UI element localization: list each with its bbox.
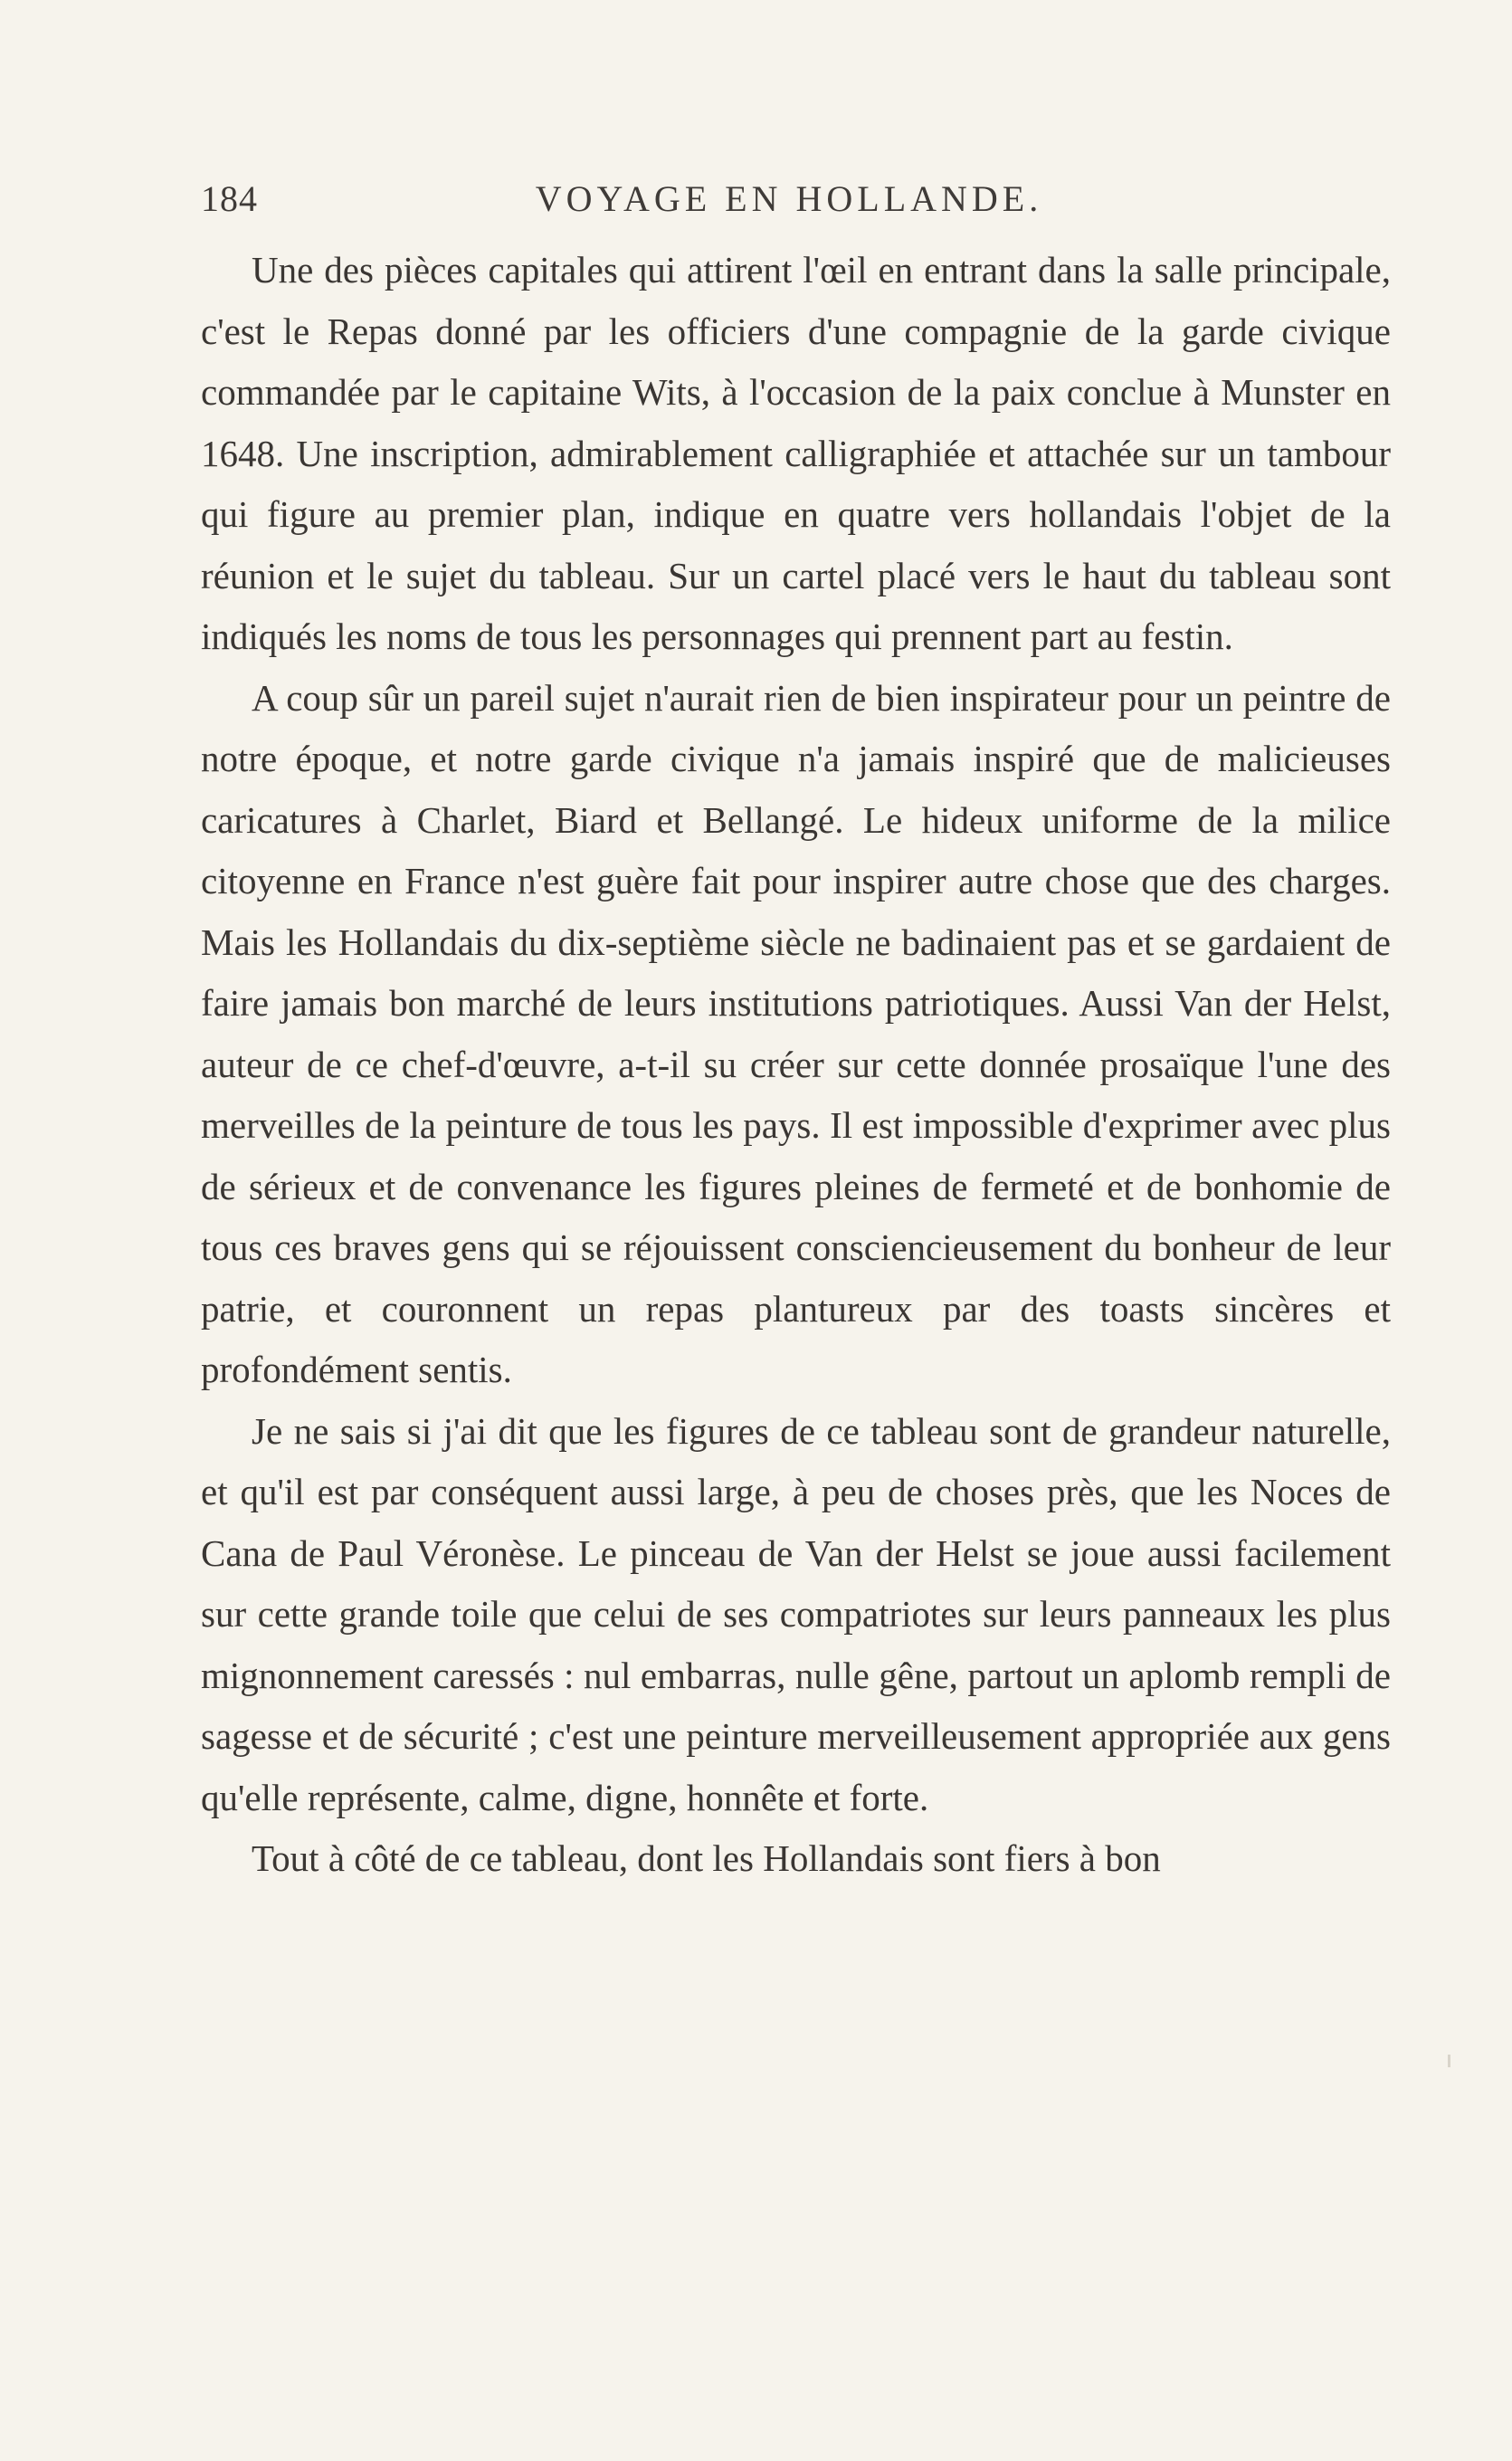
body-text: [201, 240, 1391, 1890]
paragraph-4: Tout à côté de ce tableau, dont les Hollandais sont fiers à bon: [252, 1837, 1161, 1879]
paragraph-1: Une des pièces capitales qui attirent l'œil en entrant dans la salle principale, c'est le Repas donné par les officiers d'une compagnie de la garde civique commandée par le capitaine Wits, à l'occasion de la paix conclue à Munster en 1648. Une inscription, admirablement calligraphiée et attachée sur un tambour qui figure au premier plan, indique en quatre vers hollandais l'objet de la réunion et le sujet du tableau. Sur un cartel placé vers le haut du tableau sont indiqués les noms de tous les personnages qui prennent part au festin.: [201, 249, 1391, 657]
running-title: VOYAGE EN HOLLANDE.: [535, 178, 1043, 219]
paragraph-3: Je ne sais si j'ai dit que les figures de ce tableau sont de grandeur naturelle, et qu'il est par conséquent aussi large, à peu de choses près, que les Noces de Cana de Paul Véronèse. Le pinceau de Van der Helst se joue aussi facilement sur cette grande toile que celui de ses compatriotes sur leurs panneaux les plus mignonnement caressés : nul embarras, nulle gêne, partout un aplomb rempli de sagesse et de sécurité ; c'est une peinture merveilleusement appropriée aux gens qu'elle représente, calme, digne, honnête et forte.: [201, 1409, 1391, 1818]
paper-mark: [1448, 2055, 1450, 2067]
page-number: 184: [201, 178, 258, 219]
paragraph-2: A coup sûr un pareil sujet n'aurait rien de bien inspirateur pour un peintre de notre époque, et notre garde civique n'a jamais inspiré que de malicieuses caricatures à Charlet, Biard et Bellangé. Le hideux uniforme de la milice citoyenne en France n'est guère fait pour inspirer autre chose que des charges. Mais les Hollandais du dix-septième siècle ne badinaient pas et se gardaient de faire jamais bon marché de leurs institutions patriotiques. Aussi Van der Helst, auteur de ce chef-d'œuvre, a-t-il su créer sur cette donnée prosaïque l'une des merveilles de la peinture de tous les pays. Il est impossible d'exprimer avec plus de sérieux et de convenance les figures pleines de fermeté et de bonhomie de tous ces braves gens qui se réjouissent consciencieusement du bonheur de leur patrie, et couronnent un repas plantureux par des toasts sincères et profondément sentis.: [201, 676, 1391, 1390]
page-header: [201, 177, 1260, 224]
